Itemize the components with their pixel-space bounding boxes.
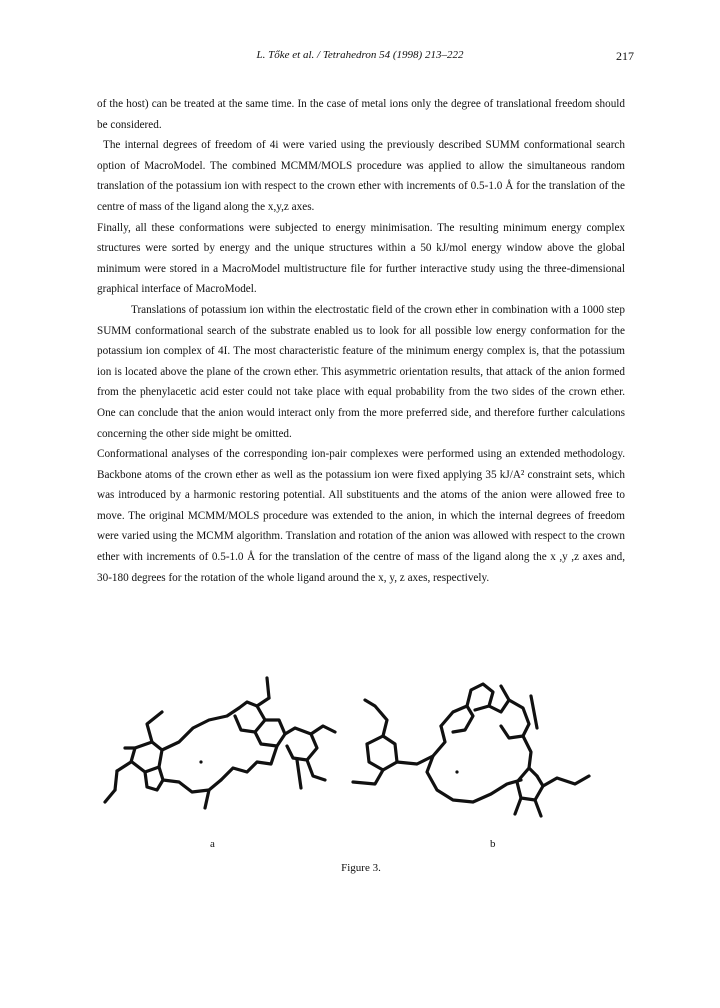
potassium-ion-marker-b bbox=[455, 770, 458, 773]
potassium-ion-marker-a bbox=[199, 760, 202, 763]
paragraph-4: Translations of potassium ion within the electrostatic field of the crown ether in combination with a 1000 step SUMM conformational search of the substrate enabled us to look for all possible low energy conformation for the potassium ion complex of 4I. The most characteristic feature of the minimum energy complex is, that the potassium ion is located above the plane of the crown ether. This asymmetric orientation results, that attack of the anion formed from the phenylacetic acid ester could not take place with equal probability from the two sides of the crown ether. One can conclude that the anion would interact only from the more preferred side, and therefore further calculations concerning the other side might be omitted. bbox=[97, 303, 625, 440]
structure-a bbox=[105, 678, 335, 808]
figure-caption: Figure 3. bbox=[341, 862, 381, 874]
molecular-structures-drawing bbox=[97, 672, 625, 862]
paragraph-3: Finally, all these conformations were subjected to energy minimisation. The resulting minimum energy complex structures were sorted by energy and the unique structures within a 50 kJ/mol energy window above the global minimum were stored in a MacroModel multistructure file for further interactive study using the three-dimensional graphical interface of MacroModel. bbox=[97, 221, 625, 296]
paragraph-2: The internal degrees of freedom of 4i were varied using the previously described SUMM conformational search option of MacroModel. The combined MCMM/MOLS procedure was applied to allow the simultaneous random translation of the potassium ion with respect to the crown ether with increments of 0.5-1.0 Å for the translation of the centre of mass of the ligand along the x,y,z axes. bbox=[97, 139, 625, 213]
panel-label-a: a bbox=[210, 838, 215, 850]
structure-b bbox=[353, 684, 589, 816]
figure-3 bbox=[97, 672, 625, 892]
paragraph-1: of the host) can be treated at the same time. In the case of metal ions only the degree of translational freedom should be considered. bbox=[97, 98, 625, 131]
page-header bbox=[0, 49, 720, 67]
page-number: 217 bbox=[616, 49, 634, 63]
panel-label-b: b bbox=[490, 838, 496, 850]
running-head: L. Tőke et al. / Tetrahedron 54 (1998) 213–222 bbox=[256, 49, 464, 61]
body-text bbox=[97, 94, 625, 588]
paragraph-5: Conformational analyses of the corresponding ion-pair complexes were performed using an extended methodology. Backbone atoms of the crown ether as well as the potassium ion were fixed applying 35 kJ/A² constraint sets, which was introduced by a harmonic restoring potential. All substituents and the atoms of the anion were allowed free to move. The original MCMM/MOLS procedure was extended to the anion, in which the internal degrees of freedom were varied using the MCMM algorithm. Translation and rotation of the anion was allowed with respect to the crown ether with increments of 0.5-1.0 Å for the translation of the centre of mass of the ligand along the x ,y ,z axes and, 30-180 degrees for the rotation of the whole ligand around the x, y, z axes, respectively. bbox=[97, 448, 625, 584]
